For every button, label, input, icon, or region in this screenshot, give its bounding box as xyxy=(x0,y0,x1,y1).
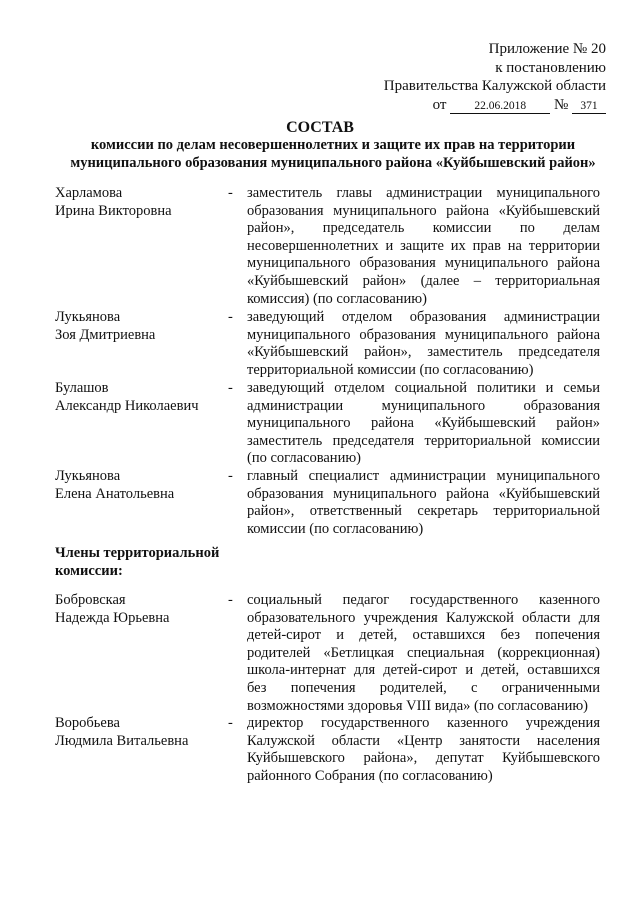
dash-separator: - xyxy=(228,592,233,608)
document-title: СОСТАВ xyxy=(286,119,354,136)
member-surname: Воробьева xyxy=(55,715,120,731)
member-given-names: Елена Анатольевна xyxy=(55,485,175,502)
member-given-names: Людмила Витальевна xyxy=(55,732,189,749)
appendix-resolution: к постановлению xyxy=(495,59,606,76)
dash-separator: - xyxy=(228,185,233,201)
member-role: заведующий отделом образования администрации муниципального образования муниципального района «Куйбышевский район», заместитель председателя территориальной комиссии (по согласованию) xyxy=(247,309,600,378)
member-given-names: Александр Николаевич xyxy=(55,397,199,414)
member-role: заместитель главы администрации муниципального образования муниципального района «Куйбышевский район», председатель комиссии по делам несовершеннолетних и защите их прав на территории муниципального образования муниципального района «Куйбышевский район» (далее – территориальная комиссия) (по согласованию) xyxy=(247,185,600,307)
date-value: 22.06.2018 xyxy=(450,99,550,114)
member-role: директор государственного казенного учреждения Калужской области «Центр занятости населения Куйбышевского района», депутат Куйбышевского районного Собрания (по согласованию) xyxy=(247,715,600,784)
member-given-names: Зоя Дмитриевна xyxy=(55,326,156,343)
member-role: главный специалист администрации муниципального образования муниципального района «Куйбышевский район», ответственный секретарь территориальной комиссии (по согласованию) xyxy=(247,468,600,537)
member-surname: Бобровская xyxy=(55,592,126,608)
member-name xyxy=(55,380,225,415)
member-surname: Лукьянова xyxy=(55,309,121,325)
member-given-names: Ирина Викторовна xyxy=(55,202,172,219)
member-surname: Харламова xyxy=(55,185,123,201)
member-role: заведующий отделом социальной политики и семьи администрации муниципального образования муниципального района «Куйбышевский район» заместитель председателя территориальной комиссии (по согласованию) xyxy=(247,380,600,467)
appendix-date-row xyxy=(346,96,606,115)
appendix-block xyxy=(346,40,606,114)
appendix-government: Правительства Калужской области xyxy=(383,78,606,94)
member-name xyxy=(55,592,225,627)
member-surname: Булашов xyxy=(55,380,109,396)
members-section-heading: Члены территориальной комиссии: xyxy=(55,545,220,579)
member-given-names: Надежда Юрьевна xyxy=(55,609,170,626)
number-label: № xyxy=(553,96,569,113)
date-label: от xyxy=(432,96,447,113)
member-surname: Лукьянова xyxy=(55,468,121,484)
dash-separator: - xyxy=(228,380,233,396)
member-name xyxy=(55,715,225,750)
member-role: социальный педагог государственного казенного образовательного учреждения Калужской области для детей-сирот и детей, оставшихся без попечения родителей «Бетлицкая специальная (коррекционная) школа-интернат для детей-сирот и детей, оставшихся без попечения родителей, с ограниченными возможностями здоровья VIII вида» (по согласованию) xyxy=(247,592,600,714)
dash-separator: - xyxy=(228,715,233,731)
document-subtitle: комиссии по делам несовершеннолетних и защите их прав на территории муниципального образования муниципального района «Куйбышевский район» xyxy=(70,137,596,171)
member-name xyxy=(55,309,225,344)
dash-separator: - xyxy=(228,309,233,325)
dash-separator: - xyxy=(228,468,233,484)
appendix-title: Приложение № 20 xyxy=(488,41,606,57)
number-value: 371 xyxy=(572,99,606,114)
member-name xyxy=(55,185,225,220)
member-name xyxy=(55,468,225,503)
